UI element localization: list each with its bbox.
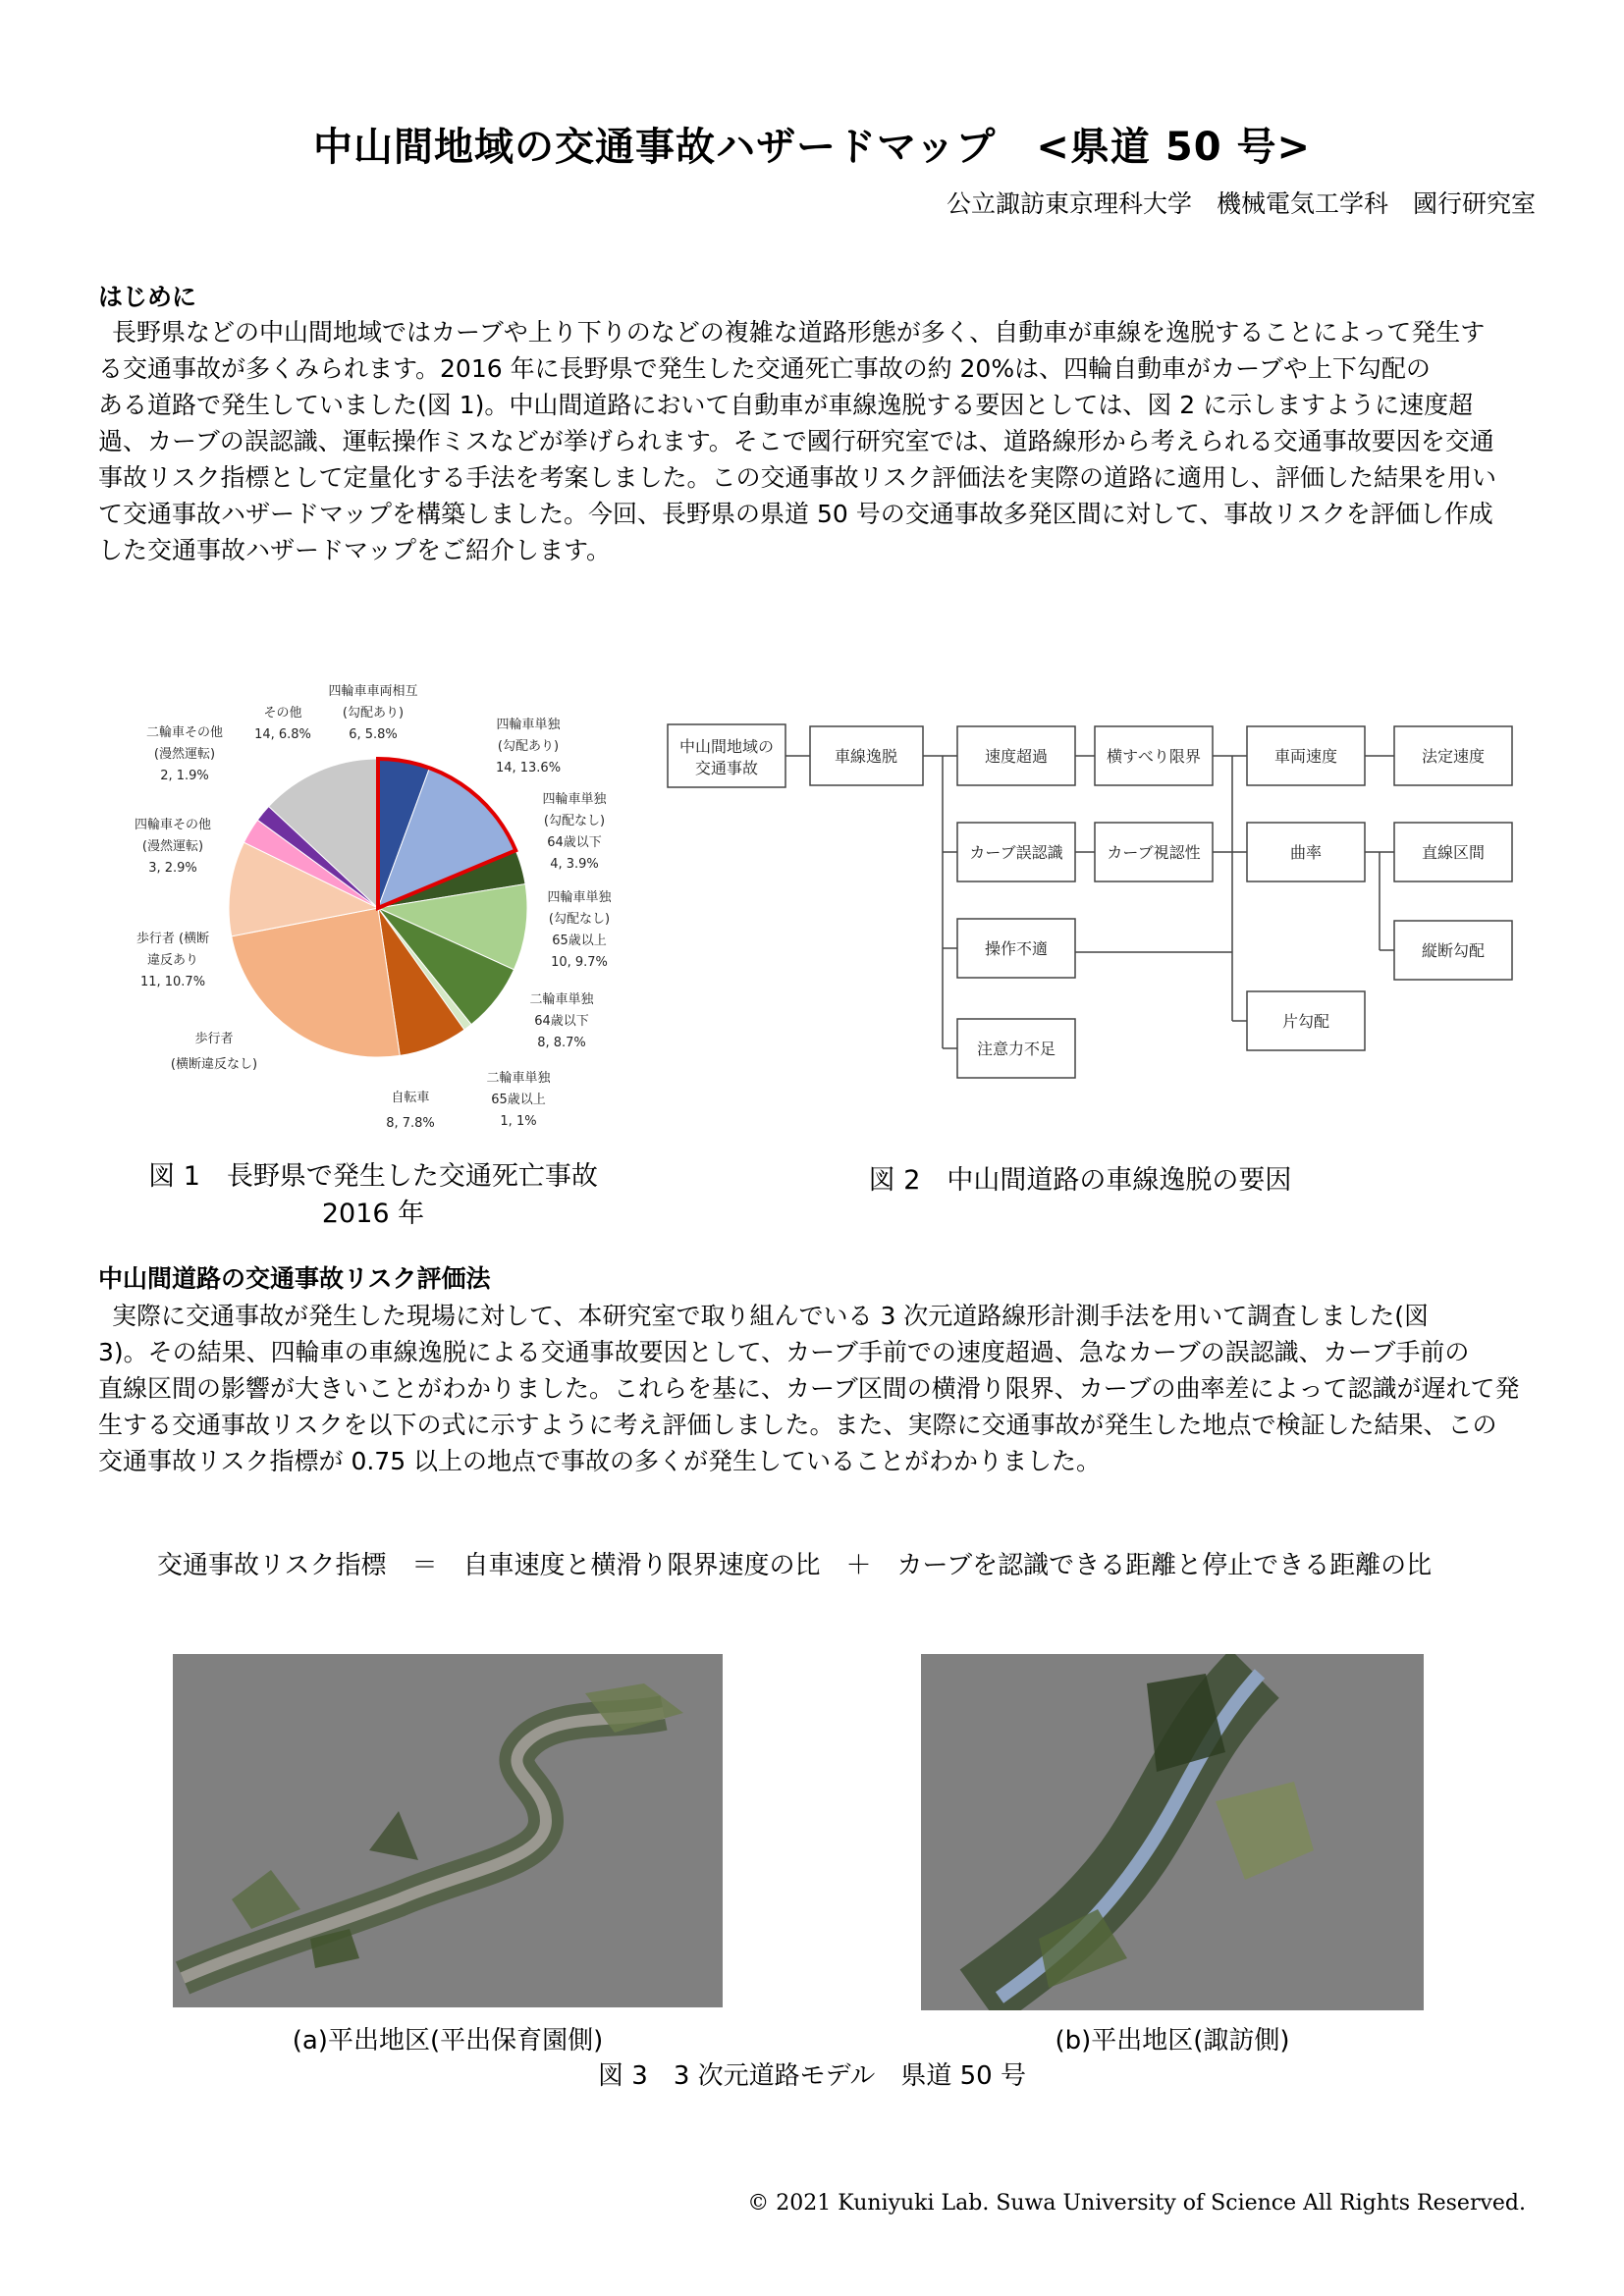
- box-label: 速度超過: [984, 747, 1049, 766]
- pie-label: 65歳以上: [552, 934, 607, 948]
- pie-slices: [229, 759, 527, 1057]
- box-label: 直線区間: [1421, 843, 1486, 862]
- pie-label: 自転車: [391, 1091, 430, 1105]
- road-model-image-b: [921, 1654, 1424, 2010]
- pie-label: (横断違反なし): [170, 1057, 258, 1072]
- pie-label: (勾配あり): [342, 706, 405, 721]
- box-label: 操作不適: [984, 939, 1049, 958]
- intro-line: 過、カーブの誤認識、運転操作ミスなどが挙げられます。そこで國行研究室では、道路線形から考えられる交通事故要因を交通: [98, 427, 1494, 455]
- method-line: 交通事故リスク指標が 0.75 以上の地点で事故の多くが発生していることがわかりました。: [98, 1447, 1102, 1475]
- pie-label: 二輪車その他: [145, 725, 224, 740]
- affiliation: 公立諏訪東京理科大学 機械電気工学科 國行研究室: [946, 189, 1536, 218]
- section-heading-intro: はじめに: [98, 283, 197, 311]
- method-line: 直線区間の影響が大きいことがわかりました。これらを基に、カーブ区間の横滑り限界、カーブの曲率差によって認識が遅れて発: [98, 1374, 1520, 1403]
- box-label: 片勾配: [1281, 1012, 1330, 1031]
- fig1-caption-line: 図 1 長野県で発生した交通死亡事故: [148, 1161, 598, 1192]
- pie-label: 14, 6.8%: [254, 727, 311, 742]
- method-line: 実際に交通事故が発生した現場に対して、本研究室で取り組んでいる 3 次元道路線形計測手法を用いて調査しました(図: [112, 1302, 1430, 1330]
- intro-line: 長野県などの中山間地域ではカーブや上り下りのなどの複雑な道路形態が多く、自動車が車線を逸脱することによって発生す: [112, 318, 1486, 347]
- point-cloud-a: [173, 1654, 723, 2007]
- intro-line: て交通事故ハザードマップを構築しました。今回、長野県の県道 50 号の交通事故多発区間に対して、事故リスクを評価し作成: [98, 500, 1493, 528]
- intro-line: した交通事故ハザードマップをご紹介します。: [98, 536, 612, 564]
- pie-label: 14, 13.6%: [495, 761, 562, 775]
- box-label: 車線逸脱: [834, 747, 898, 766]
- fig3b-caption: (b)平出地区(諏訪側): [1055, 2026, 1290, 2056]
- risk-formula: 交通事故リスク指標 ＝ 自車速度と横滑り限界速度の比 ＋ カーブを認識できる距離と停止できる距離の比: [157, 1551, 1433, 1580]
- fig2-boxes: [668, 724, 1512, 1078]
- fig2-caption: 図 2 中山間道路の車線逸脱の要因: [868, 1165, 1292, 1196]
- method-line: 生する交通事故リスクを以下の式に示すように考え評価しました。また、実際に交通事故が発生した地点で検証した結果、この: [98, 1411, 1497, 1439]
- pie-label: 64歳以下: [534, 1014, 589, 1029]
- box-label: 中山間地域の: [678, 737, 775, 756]
- pie-label: 2, 1.9%: [160, 769, 209, 783]
- copyright: © 2021 Kuniyuki Lab. Suwa University of Science All Rights Reserved.: [747, 2191, 1526, 2216]
- pie-label: 二輪車単独: [529, 992, 594, 1007]
- fig2-diagram: [658, 717, 1542, 1090]
- intro-paragraph: [98, 314, 1542, 568]
- pie-label: (勾配なし): [548, 912, 611, 927]
- box-label: カーブ視認性: [1107, 843, 1201, 862]
- fig1-caption: [137, 1158, 609, 1233]
- box-label: 縦断勾配: [1421, 941, 1486, 960]
- pie-label: 10, 9.7%: [551, 955, 608, 970]
- pie-label: 8, 8.7%: [537, 1036, 586, 1050]
- pie-label: 11, 10.7%: [139, 975, 206, 989]
- pie-label: 四輪車単独: [542, 792, 607, 807]
- pie-label: 65歳以上: [491, 1093, 546, 1107]
- pie-label: 3, 2.9%: [148, 861, 197, 876]
- page-title: 中山間地域の交通事故ハザードマップ <県道 50 号>: [313, 125, 1311, 170]
- pie-label: 歩行者: [194, 1032, 234, 1046]
- intro-line: ある道路で発生していました(図 1)。中山間道路において自動車が車線逸脱する要因としては、図 2 に示しますように速度超: [98, 391, 1474, 419]
- point-cloud-b: [921, 1654, 1424, 2010]
- intro-line: る交通事故が多くみられます。2016 年に長野県で発生した交通死亡事故の約 20%は、四輪自動車がカーブや上下勾配の: [98, 354, 1431, 383]
- pie-label: 四輪車その他: [134, 818, 212, 832]
- pie-label: 1, 1%: [500, 1114, 537, 1129]
- fig3-caption: 図 3 3 次元道路モデル 県道 50 号: [598, 2061, 1026, 2091]
- pie-label: 四輪車車両相互: [328, 684, 418, 699]
- pie-label: (漫然運転): [153, 747, 216, 762]
- pie-label: 歩行者 (横断: [135, 932, 210, 946]
- box-label: カーブ誤認識: [969, 843, 1063, 862]
- method-paragraph: [98, 1298, 1542, 1479]
- pie-label: (勾配なし): [543, 814, 606, 828]
- method-line: 3)。その結果、四輪車の車線逸脱による交通事故要因として、カーブ手前での速度超過、急なカーブの誤認識、カーブ手前の: [98, 1338, 1470, 1366]
- pie-label: (勾配あり): [497, 739, 560, 754]
- box-label: 横すべり限界: [1107, 747, 1201, 766]
- pie-label: その他: [263, 706, 302, 721]
- pie-label: 四輪車単独: [547, 890, 612, 905]
- pie-label: (漫然運転): [141, 839, 204, 854]
- road-model-image-a: [173, 1654, 723, 2007]
- fig3a-caption: (a)平出地区(平出保育園側): [292, 2026, 604, 2056]
- intro-line: 事故リスク指標として定量化する手法を考案しました。この交通事故リスク評価法を実際の道路に適用し、評価した結果を用い: [98, 463, 1497, 492]
- box-label: 車両速度: [1273, 747, 1338, 766]
- box-label: 注意力不足: [976, 1040, 1056, 1058]
- pie-label: 6, 5.8%: [349, 727, 398, 742]
- box-label: 交通事故: [694, 759, 759, 777]
- fig1-caption-line: 2016 年: [321, 1199, 425, 1229]
- pie-label: 二輪車単独: [486, 1071, 551, 1086]
- pie-label: 8, 7.8%: [386, 1116, 435, 1131]
- pie-label: 四輪車単独: [496, 718, 561, 732]
- box-label: 法定速度: [1421, 747, 1486, 766]
- pie-label: 64歳以下: [547, 835, 602, 850]
- pie-label: 4, 3.9%: [550, 857, 599, 872]
- fig1-pie-chart: [128, 677, 638, 1148]
- pie-label: 違反あり: [146, 953, 199, 968]
- section-heading-method: 中山間道路の交通事故リスク評価法: [98, 1264, 491, 1293]
- box-label: 曲率: [1289, 843, 1323, 862]
